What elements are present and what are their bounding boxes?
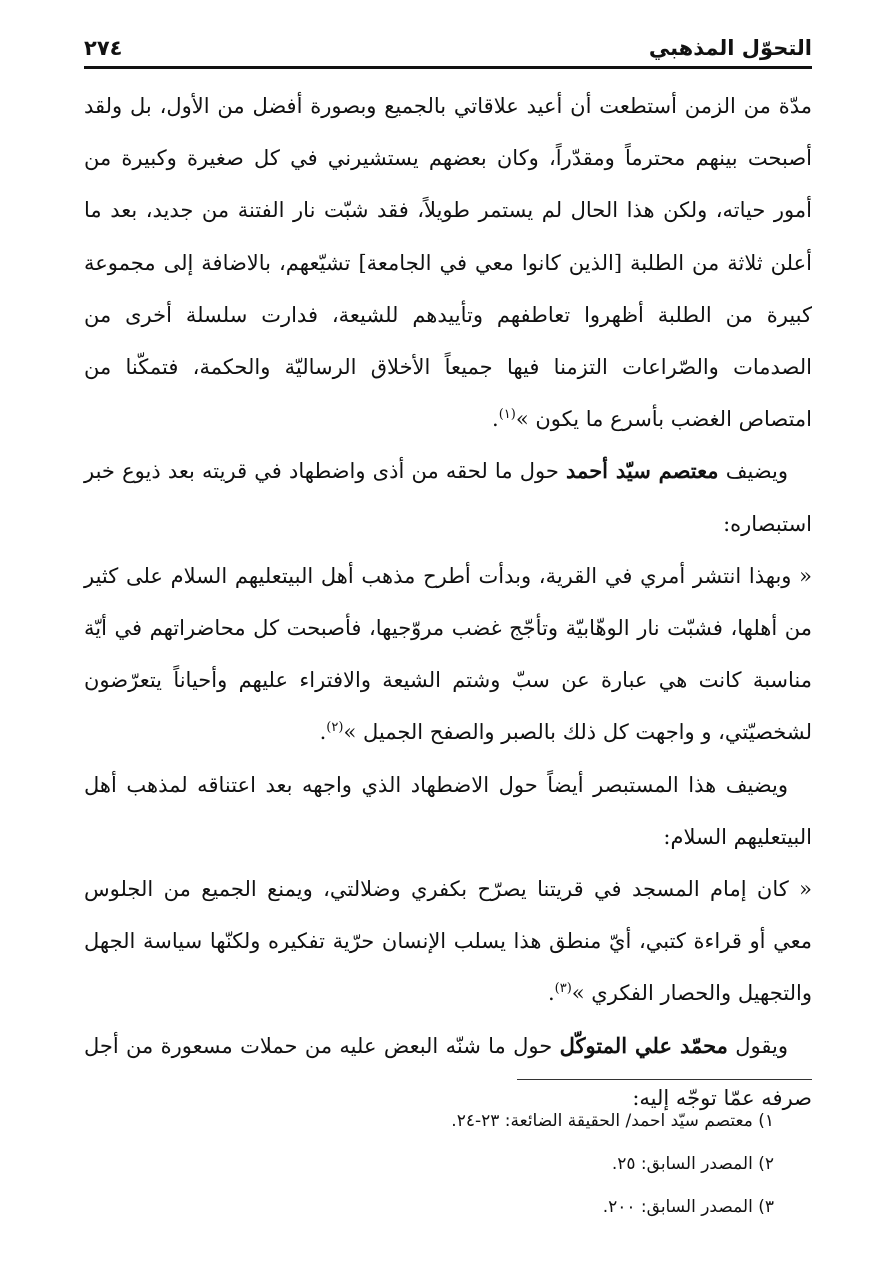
- paragraph-text: حول ما لحقه من أذى واضطهاد في قريته بعد ذيوع خبر استبصاره:: [84, 459, 812, 536]
- paragraph-text: « كان إمام المسجد في قريتنا يصرّح بكفري وضلالتي، ويمنع الجميع من الجلوس معي أو قراءة كتبي، أيّ منطق هذا يسلب الإنسان حرّية تفكيره ولكنّها سياسة الجهل والتجهيل والحصار الفكري »: [84, 877, 812, 1006]
- main-text: [84, 80, 812, 1124]
- quote-paragraph: [84, 550, 812, 759]
- header-divider: [84, 66, 812, 69]
- paragraph-text: ويضيف هذا المستبصر أيضاً حول الاضطهاد الذي واجهه بعد اعتناقه لمذهب أهل البيتعليهم السلام:: [84, 772, 812, 849]
- footnote-item: ٣) المصدر السابق: ٢٠٠.: [602, 1197, 774, 1217]
- paragraph-end: .: [492, 407, 499, 432]
- paragraph-text: ويقول: [727, 1033, 788, 1058]
- footnotes: [84, 1100, 774, 1229]
- quote-continuation-paragraph: [84, 80, 812, 445]
- person-name: معتصم سيّد أحمد: [566, 458, 719, 484]
- page-number: ٢٧٤: [84, 36, 123, 60]
- footnote-ref: (٢): [326, 720, 344, 736]
- running-title: التحوّل المذهبي: [648, 36, 812, 60]
- paragraph-text: حول ما شنّه البعض عليه من حملات مسعورة من أجل صرفه عمّا توجّه إليه:: [84, 1033, 812, 1110]
- paragraph-text: مدّة من الزمن أستطعت أن أعيد علاقاتي بالجميع وبصورة أفضل من الأول، بل ولقد أصبحت بينهم محترماً ومقدّراً، وكان بعضهم يستشيرني في كل صغيرة وكبيرة من أمور حياته، ولكن هذا الحال لم يستمر طويلاً، فقد شبّت نار الفتنة من جديد، بعد ما أعلن ثلاثة من الطلبة [الذين كانوا معي في الجامعة] تشيّعهم، بالاضافة إلى مجموعة كبيرة من الطلبة أظهروا تعاطفهم وتأييدهم للشيعة، فدارت سلسلة أخرى من الصدمات والصّراعات التزمنا فيها جميعاً الأخلاق الرساليّة والحكمة، فتمكّنا من امتصاص الغضب بأسرع ما يكون »: [84, 94, 812, 432]
- narrative-paragraph: [84, 445, 812, 549]
- quote-paragraph: [84, 863, 812, 1020]
- paragraph-text: ويضيف: [718, 459, 788, 484]
- paragraph-end: .: [547, 981, 555, 1006]
- footnote-item: ١) معتصم سيّد احمد/ الحقيقة الضائعة: ٢٣-٢٤.: [451, 1111, 774, 1131]
- person-name: محمّد علي المتوكّل: [559, 1032, 728, 1058]
- running-header: [84, 34, 812, 66]
- footnote-ref: (١): [498, 407, 516, 423]
- paragraph-text: « وبهذا انتشر أمري في القرية، وبدأت أطرح مذهب أهل البيتعليهم السلام على كثير من أهلها، فشبّت نار الوهّابيّة وتأجّج غضب مروّجيها، فأصبحت كل محاضراتهم في أيّة مناسبة كانت هي عبارة عن سبّ وشتم الشيعة والافتراء عليهم وأحياناً يتعرّضون لشخصيّتي، و واجهت كل ذلك بالصبر والصفح الجميل »: [84, 563, 812, 745]
- footnote-ref: (٣): [554, 981, 572, 997]
- footnote-item: ٢) المصدر السابق: ٢٥.: [611, 1154, 774, 1174]
- narrative-paragraph: [84, 759, 812, 863]
- footnote-divider: [517, 1079, 812, 1080]
- paragraph-end: .: [319, 720, 327, 745]
